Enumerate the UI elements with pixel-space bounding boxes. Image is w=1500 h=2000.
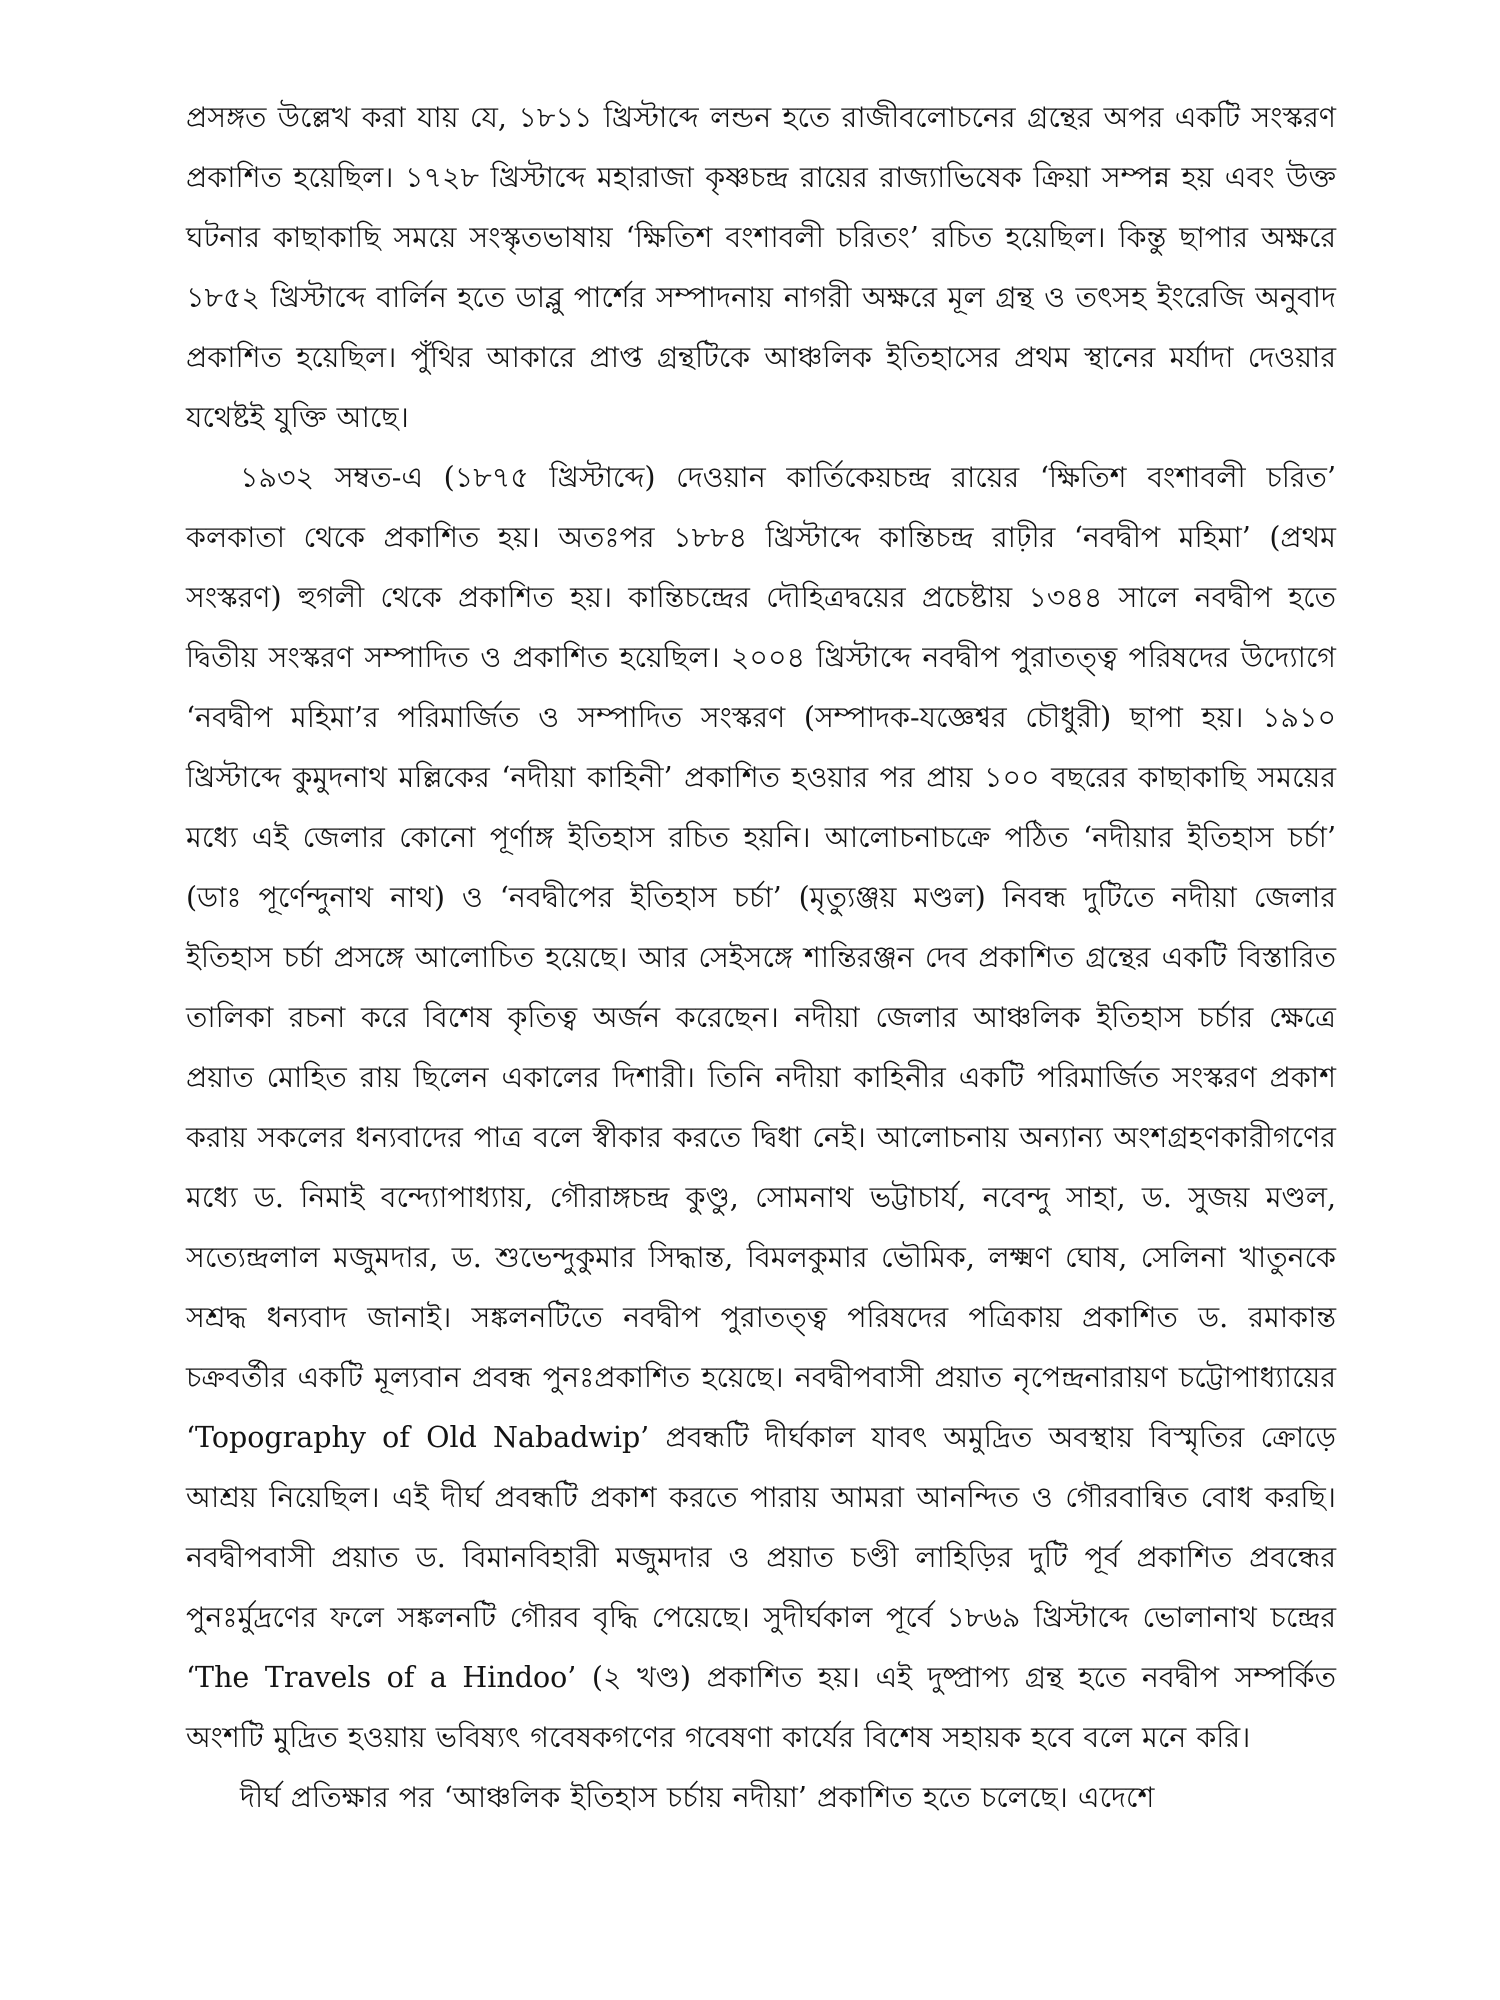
body-text — [186, 88, 1336, 1828]
paragraph-2: ১৯৩২ সম্বত-এ (১৮৭৫ খ্রিস্টাব্দে) দেওয়ান কার্তিকেয়চন্দ্র রায়ের ‘ক্ষিতিশ বংশাবলী চরিত’ কলকাতা থেকে প্রকাশিত হয়। অতঃপর ১৮৮৪ খ্রিস্টাব্দে কান্তিচন্দ্র রাঢ়ীর ‘নবদ্বীপ মহিমা’ (প্রথম সংস্করণ) হুগলী থেকে প্রকাশিত হয়। কান্তিচন্দ্রের দৌহিত্রদ্বয়ের প্রচেষ্টায় ১৩৪৪ সালে নবদ্বীপ হতে দ্বিতীয় সংস্করণ সম্পাদিত ও প্রকাশিত হয়েছিল। ২০০৪ খ্রিস্টাব্দে নবদ্বীপ পুরাতত্ত্ব পরিষদের উদ্যোগে ‘নবদ্বীপ মহিমা’র পরিমার্জিত ও সম্পাদিত সংস্করণ (সম্পাদক-যজ্ঞেশ্বর চৌধুরী) ছাপা হয়। ১৯১০ খ্রিস্টাব্দে কুমুদনাথ মল্লিকের ‘নদীয়া কাহিনী’ প্রকাশিত হওয়ার পর প্রায় ১০০ বছরের কাছাকাছি সময়ের মধ্যে এই জেলার কোনো পূর্ণাঙ্গ ইতিহাস রচিত হয়নি। আলোচনাচক্রে পঠিত ‘নদীয়ার ইতিহাস চর্চা’ (ডাঃ পূর্ণেন্দুনাথ নাথ) ও ‘নবদ্বীপের ইতিহাস চর্চা’ (মৃত্যুঞ্জয় মণ্ডল) নিবন্ধ দুটিতে নদীয়া জেলার ইতিহাস চর্চা প্রসঙ্গে আলোচিত হয়েছে। আর সেইসঙ্গে শান্তিরঞ্জন দেব প্রকাশিত গ্রন্থের একটি বিস্তারিত তালিকা রচনা করে বিশেষ কৃতিত্ব অর্জন করেছেন। নদীয়া জেলার আঞ্চলিক ইতিহাস চর্চার ক্ষেত্রে প্রয়াত মোহিত রায় ছিলেন একালের দিশারী। তিনি নদীয়া কাহিনীর একটি পরিমার্জিত সংস্করণ প্রকাশ করায় সকলের ধন্যবাদের পাত্র বলে স্বীকার করতে দ্বিধা নেই। আলোচনায় অন্যান্য অংশগ্রহণকারীগণের মধ্যে ড. নিমাই বন্দ্যোপাধ্যায়, গৌরাঙ্গচন্দ্র কুণ্ডু, সোমনাথ ভট্টাচার্য, নবেন্দু সাহা, ড. সুজয় মণ্ডল, সত্যেন্দ্রলাল মজুমদার, ড. শুভেন্দুকুমার সিদ্ধান্ত, বিমলকুমার ভৌমিক, লক্ষ্মণ ঘোষ, সেলিনা খাতুনকে সশ্রদ্ধ ধন্যবাদ জানাই। সঙ্কলনটিতে নবদ্বীপ পুরাতত্ত্ব পরিষদের পত্রিকায় প্রকাশিত ড. রমাকান্ত চক্রবর্তীর একটি মূল্যবান প্রবন্ধ পুনঃপ্রকাশিত হয়েছে। নবদ্বীপবাসী প্রয়াত নৃপেন্দ্রনারায়ণ চট্টোপাধ্যায়ের ‘Topography of Old Nabadwip’ প্রবন্ধটি দীর্ঘকাল যাবৎ অমুদ্রিত অবস্থায় বিস্মৃতির ক্রোড়ে আশ্রয় নিয়েছিল। এই দীর্ঘ প্রবন্ধটি প্রকাশ করতে পারায় আমরা আনন্দিত ও গৌরবান্বিত বোধ করছি। নবদ্বীপবাসী প্রয়াত ড. বিমানবিহারী মজুমদার ও প্রয়াত চণ্ডী লাহিড়ির দুটি পূর্ব প্রকাশিত প্রবন্ধের পুনঃর্মুদ্রণের ফলে সঙ্কলনটি গৌরব বৃদ্ধি পেয়েছে। সুদীর্ঘকাল পূর্বে ১৮৬৯ খ্রিস্টাব্দে ভোলানাথ চন্দ্রের ‘The Travels of a Hindoo’ (২ খণ্ড) প্রকাশিত হয়। এই দুষ্প্রাপ্য গ্রন্থ হতে নবদ্বীপ সম্পর্কিত অংশটি মুদ্রিত হওয়ায় ভবিষ্যৎ গবেষকগণের গবেষণা কার্যের বিশেষ সহায়ক হবে বলে মনে করি। — [186, 461, 1336, 1754]
paragraph-1: প্রসঙ্গত উল্লেখ করা যায় যে, ১৮১১ খ্রিস্টাব্দে লন্ডন হতে রাজীবলোচনের গ্রন্থের অপর একটি সংস্করণ প্রকাশিত হয়েছিল। ১৭২৮ খ্রিস্টাব্দে মহারাজা কৃষ্ণচন্দ্র রায়ের রাজ্যাভিষেক ক্রিয়া সম্পন্ন হয় এবং উক্ত ঘটনার কাছাকাছি সময়ে সংস্কৃতভাষায় ‘ক্ষিতিশ বংশাবলী চরিতং’ রচিত হয়েছিল। কিন্তু ছাপার অক্ষরে ১৮৫২ খ্রিস্টাব্দে বার্লিন হতে ডাব্লু পার্শের সম্পাদনায় নাগরী অক্ষরে মূল গ্রন্থ ও তৎসহ ইংরেজি অনুবাদ প্রকাশিত হয়েছিল। পুঁথির আকারে প্রাপ্ত গ্রন্থটিকে আঞ্চলিক ইতিহাসের প্রথম স্থানের মর্যাদা দেওয়ার যথেষ্টই যুক্তি আছে। — [186, 101, 1336, 434]
paragraph-3: দীর্ঘ প্রতিক্ষার পর ‘আঞ্চলিক ইতিহাস চর্চায় নদীয়া’ প্রকাশিত হতে চলেছে। এদেশে — [240, 1781, 1155, 1814]
